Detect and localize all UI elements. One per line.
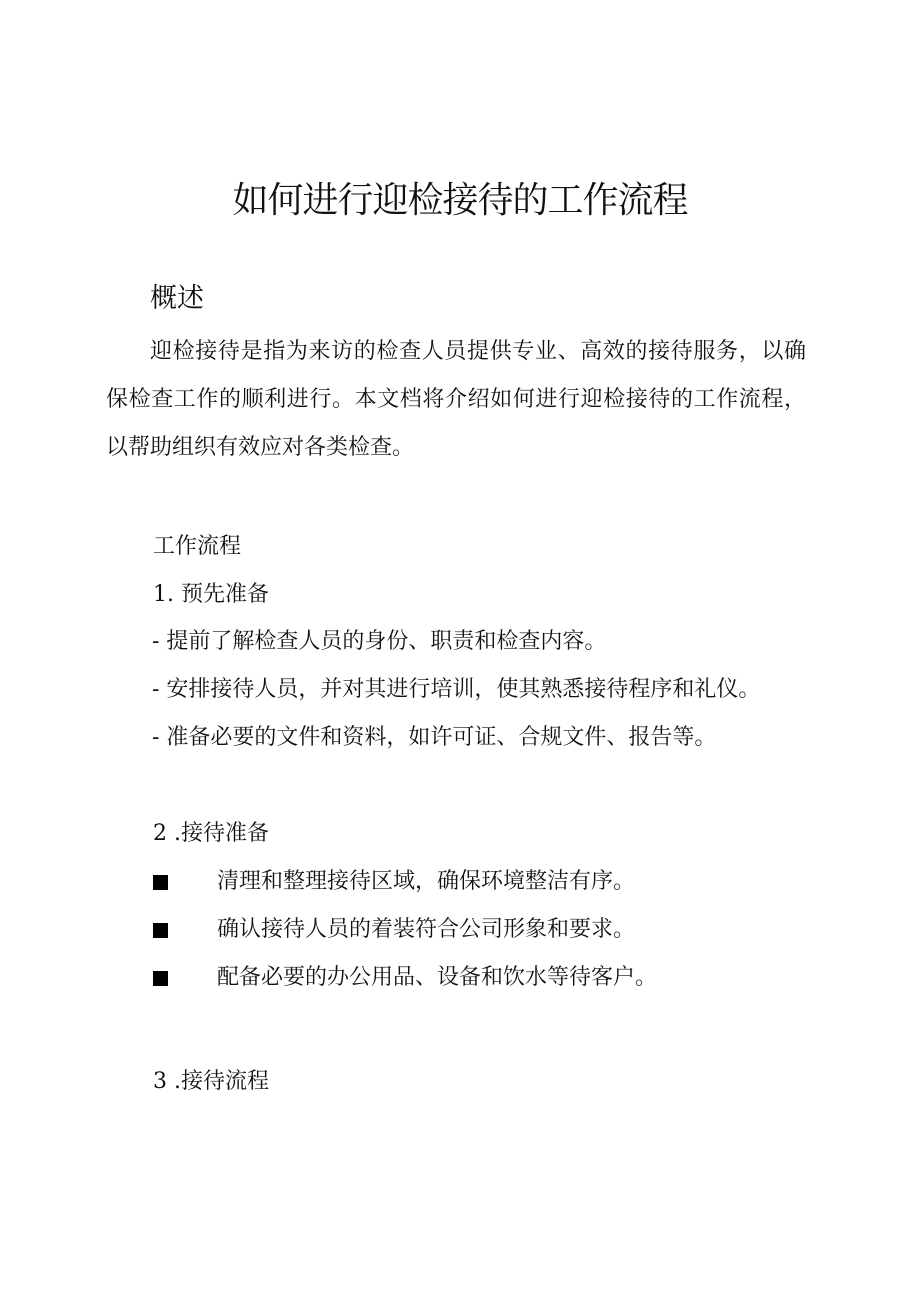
- square-bullet-icon: [153, 875, 168, 890]
- square-bullet-icon: [153, 971, 168, 986]
- square-bullet-icon: [153, 923, 168, 938]
- overview-paragraph: 迎检接待是指为来访的检查人员提供专业、高效的接待服务，以确保检查工作的顺利进行。本文档将介绍如何进行迎检接待的工作流程，以帮助组织有效应对各类检查。: [106, 339, 806, 460]
- bullet-item-text: 确认接待人员的着装符合公司形象和要求。: [217, 917, 636, 942]
- section-3-label: 3 .接待流程: [153, 1069, 269, 1094]
- overview-heading: 概述: [150, 283, 204, 314]
- section-1-item: - 提前了解检查人员的身份、职责和检查内容。: [152, 629, 607, 654]
- bullet-item-text: 配备必要的办公用品、设备和饮水等待客户。: [217, 965, 658, 990]
- section-1-item: - 准备必要的文件和资料，如许可证、合规文件、报告等。: [152, 725, 717, 750]
- document-title: 如何进行迎检接待的工作流程: [232, 180, 688, 221]
- workflow-heading: 工作流程: [153, 534, 242, 559]
- section-1-item: - 安排接待人员，并对其进行培训，使其熟悉接待程序和礼仪。: [152, 677, 761, 702]
- section-1-label: 1. 预先准备: [153, 582, 269, 607]
- bullet-item-text: 清理和整理接待区域，确保环境整洁有序。: [217, 869, 636, 894]
- section-2-label: 2 .接待准备: [153, 821, 269, 846]
